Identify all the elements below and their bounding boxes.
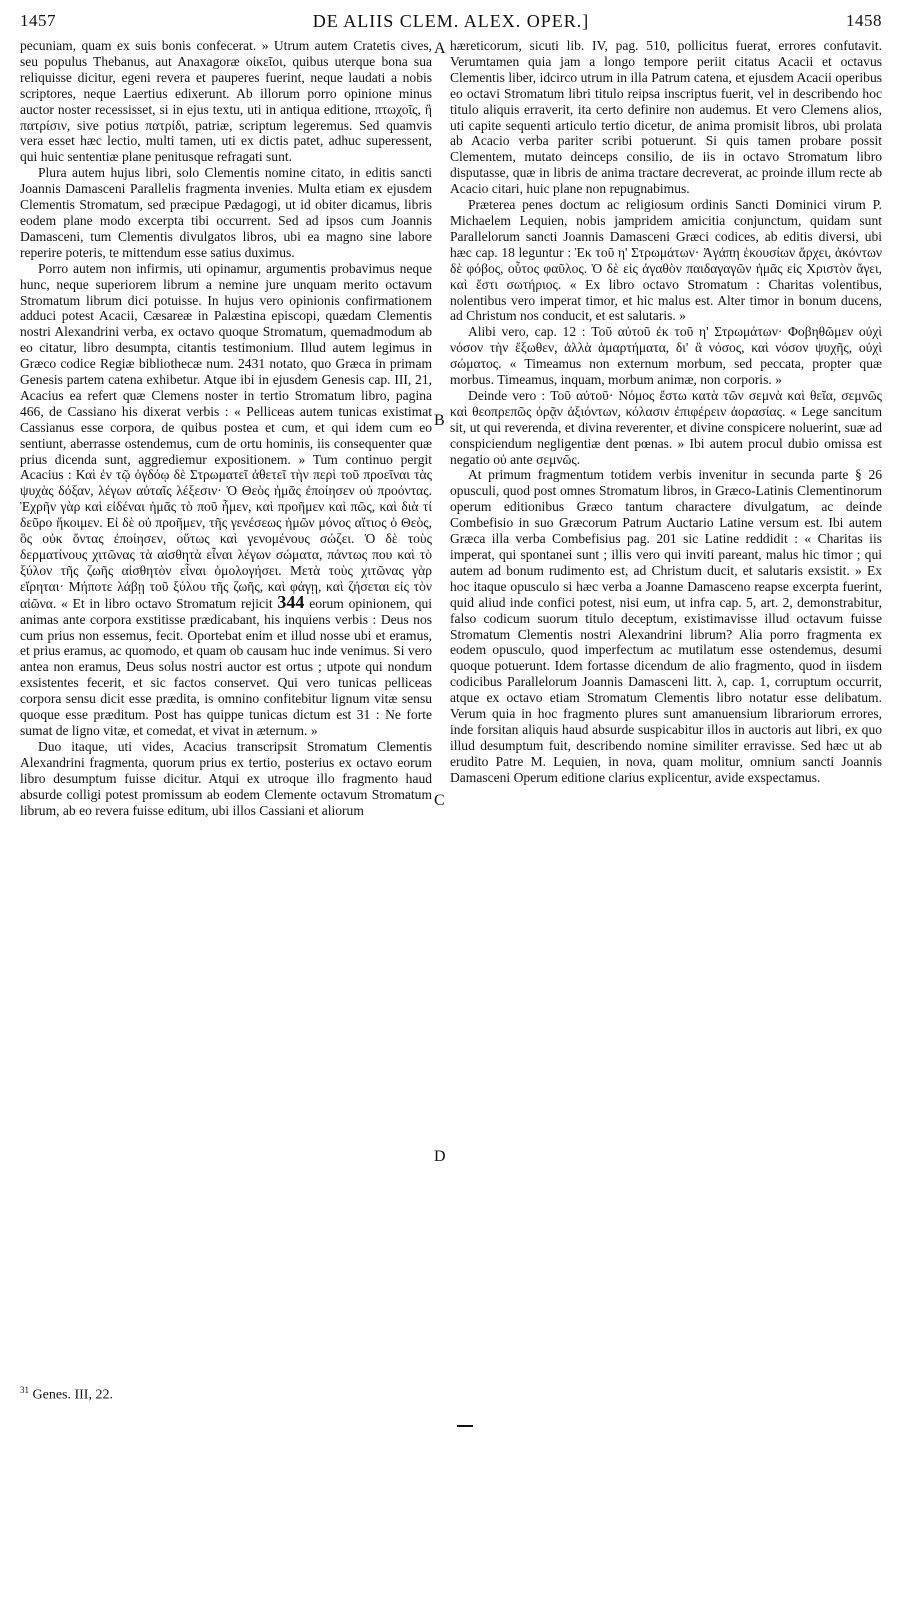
page-number-right: 1458 [846,11,882,30]
paragraph: Deinde vero : Τοῦ αὐτοῦ· Νόμος ἔστω κατὰ τῶν σεμνὰ καὶ θεῖα, σεμνῶς καὶ θεοπρεπῶς ὁρᾷν ἀξιόντων, κόλασιν ἐπιφέρειν ἀορασίας. « Lege sancitum sit, ut qui reverenda, et divina reverenter, et divine conspicere noluerint, suæ ad conspiciendum negligentiæ dent pœnas. » Ibi autem procul dubio omissa est negatio οὐ ante σεμνῶς. [450,387,882,467]
margin-letter-d: D [434,1148,446,1165]
paragraph: At primum fragmentum totidem verbis invenitur in secunda parte § 26 opusculi, quod post omnes Stromatum libros, in Græco-Latinis Clementinorum operum editionibus Græco tantum charactere divulgatum, ac deinde Combefisio in suo Græcorum Patrum Auctario Latine versum est. Ibi autem Græca illa verba Combefisius pag. 201 sic Latine reddidit : « Charitas iis imperat, qui spontanei sunt ; illis vero qui inviti pareant, malus hic timor ; qui autem ad bonum rudimento est, ad Christum ducit, et salutaris exsistit. » Ex hoc itaque opusculo si hæc verba a Joanne Damasceno reapse excerpta fuerint, quid aliud inde confici potest, nisi eum, ut infra cap. 5, art. 2, demonstrabitur, falso codicum suorum titulo deceptum, existimavisse illud octavum fuisse Stromatum Clementis nostri Alexandrini librum? Alia porro fragmenta ex eodem opusculo, quod imperfectum ac mutilatum esse ostendemus, desumi quoque potuerunt. Idem fortasse dicendum de alio fragmento, quod in iisdem codicibus Parallelorum Joannis Damasceni litt. λ, cap. 1, corruptum occurrit, atque ex octavo etiam Stromatum Clementis libro notatur esse delibatum. Verum quia in hoc fragmento plures sunt amanuensium librariorum errores, inde forsitan aliquis haud absurde suspicabitur illos in auctoris aut libri, ex quo illud desumptum fuit, describendo nomine similiter erravisse. Sed hæc ut ab erudito Patre M. Lequien, in nova, quam molitur, omnium sancti Joannis Damasceni Operum editione clarius explicentur, avide exspectamus. [450,467,882,785]
running-title: DE ALIIS CLEM. ALEX. OPER.] [312,10,590,31]
margin-letter-b: B [434,412,445,429]
running-header [20,8,882,34]
footnote-text: Genes. III, 22. [32,1387,113,1403]
footnote-number: 31 [20,1385,29,1395]
margin-letter-c: C [434,792,445,809]
left-column [20,38,432,1378]
paragraph: Alibi vero, cap. 12 : Τοῦ αὐτοῦ ἐκ τοῦ η' Στρωμάτων· Φοβηθῶμεν οὐχὶ νόσον τὴν ἔξωθεν, ἀλλὰ ἁμαρτήματα, δι' ἃ νόσος, καὶ νόσον ψυχῆς, οὐχὶ σώματος. « Timeamus non externum morbum, sed peccata, propter quæ morbus. Timeamus, inquam, morbum animæ, non corporis. » [450,324,882,388]
footnote [20,1385,432,1404]
right-column [450,38,882,1378]
paragraph: Porro autem non infirmis, uti opinamur, argumentis probavimus neque hunc, neque superiorem librum a nemine jure unquam merito octavum Stromatum librum dici potuisse. In hujus vero opinionis confirmationem adduci potest Acacii, Cæsareæ in Palæstina episcopi, quædam Clementis nostri Alexandrini verba, ex octavo quoque Stromatum, quemadmodum ab eo citatur, libro desumpta, citantis testimonium. Illud autem legimus in Græco codice Regiæ bibliothecæ num. 2431 notato, quo Græca in primam Genesis partem catena exhibetur. Atque ibi in ejusdem Genesis cap. III, 21, Acacius ea refert quæ Clemens noster in tertio Stromatum libro, pagina 466, de Cassiano his dixerat verbis : « Pelliceas autem tunicas existimat Cassianus esse corpora, de quibus postea et cum, et qui idem cum eo sentiunt, aberrasse ostendemus, cum de ortu hominis, iis consequenter quæ prius dicenda sunt, aggrediemur expositionem. » Tum continuo pergit Acacius : Καὶ ἐν τῷ ὀγδόῳ δὲ Στρωματεῖ ἀθετεῖ τὴν περὶ τοῦ προεῖναι τὰς ψυχὰς δόξαν, λέγων αὐταῖς λέξεσιν· Ὁ Θεὸς ἡμᾶς ἐποίησεν οὐ προόντας. Ἐχρῆν γὰρ καὶ εἰδέναι ἡμᾶς τὸ ποῦ ἦμεν, καὶ προῆμεν καὶ πῶς, καὶ διὰ τί δεῦρο ἥκοιμεν. Εἰ δὲ οὐ προῆμεν, τῆς γενέσεως ἡμῶν μόνος αἴτιος ὁ Θεὸς, ὃς οὐκ ὄντας ἐποίησεν, οὕτως καὶ γενομένους σώζει. Ὁ δὲ τοὺς δερματίνους χιτῶνας τὰ αἰσθητὰ εἶναι λέγων σώματα, πάντως που καὶ τὸ ξύλον τῆς ζωῆς αἰσθητὸν εἶναι ὁμολογήσει. Μετὰ τοὺς χιτῶνας γὰρ εἴρηται· Μήποτε λάβῃ τοῦ ξύλου τῆς ζωῆς, καὶ φάγῃ, καὶ ζήσεται εἰς τὸν αἰῶνα. « Et in libro octavo Stromatum rejicit 344 eorum opinionem, qui animas ante corpora exstitisse prædicabant, his inquiens verbis : Deus nos cum prius non essemus, fecit. Oportebat enim et illud nosse ubi et eramus, et prius eramus, ac quomodo, et quam ob causam huc inde venimus. Si vero antea non eramus, Deus solus nostri auctor est ortus ; utpote qui nondum exsistentes fecerit, et sic factos conservet. Qui vero tunicas pelliceas corpora sensu dicit esse prædita, is omnino confitebitur lignum vitæ sensu quoque esse præditum. Post has quippe tunicas dictum est 31 : Ne forte sumat de ligno vitæ, et comedat, et vivat in æternum. » [20,260,432,738]
paragraph: pecuniam, quam ex suis bonis confecerat. » Utrum autem Cratetis cives, seu populus Thebanus, aut Anaxagoræ οἰκεῖοι, quibus uterque bona sua reliquisse dicitur, egeni revera et pauperes fuerint, neque laudati a nobis scriptores, neque Laertius edixerunt. Ab illorum porro opinione minus auctor noster recessisset, si in ejus textu, uti in antiqua editione, πτωχοῖς, ἢ πατρίσιν, sive potius πατρίδι, patriæ, scriptum legeremus. Sed quamvis vera esset hæc lectio, multi tamen, uti ex dictis patet, adhuc superessent, qui huic sententiæ plane penitusque refragati sunt. [20,38,432,165]
end-rule [457,1425,473,1427]
page-marker: 344 [277,591,305,612]
page-number-left: 1457 [20,11,56,30]
margin-letter-a: A [434,40,446,57]
paragraph: Plura autem hujus libri, solo Clementis nomine citato, in editis sancti Joannis Damasceni Parallelis fragmenta invenies. Multa etiam ex ejusdem Clementis Stromatum, sed præcipue Pædagogi, ut id obiter dicamus, libris eodem plane modo excerpta tibi occurrent. Sed ad ipsos cum Joannis Damasceni, tum Clementis divulgatos libros, ubi ea magno sine labore reperire poteris, te mittendum esse satius duximus. [20,165,432,260]
paragraph: Præterea penes doctum ac religiosum ordinis Sancti Dominici virum P. Michaelem Lequien, nobis jampridem amicitia conjunctum, quidam sunt Parallelorum sancti Joannis Damasceni Græci codices, ab editis diversi, ubi hæc cap. 18 leguntur : Ἐκ τοῦ η' Στρωμάτων· Ἀγάπη ἑκουσίων ἄρχει, ἀκόντων δὲ φόβος, οὗτος φαῦλος. Ὁ δὲ εἰς ἀγαθὸν παιδαγαγῶν ἡμᾶς εἰς Χριστὸν ἄγει, καὶ ἔστι σωτήριος. « Ex libro octavo Stromatum : Charitas volentibus, nolentibus vero imperat timor, et hic malus est. Alter timor in bonum ducens, ad Christum nos conducit, et est salutaris. » [450,197,882,324]
paragraph: hæreticorum, sicuti lib. IV, pag. 510, pollicitus fuerat, errores confutavit. Verumtamen quia jam a longo tempore periit citatus Acacii et octavus Clementis liber, idcirco utrum in illa Patrum catena, et ejusdem Acacii operibus eo octavi Stromatum libri titulo reipsa inscriptus fuerit, vel in describendo hoc titulo aliquis erraverit, ita certo definire non audemus. Et vero Clemens alios, uti capite sequenti articulo tertio dicetur, de anima promisit libros, ubi prolata ab Acacio verba pariter scribi potuerunt. Si quis tamen probare possit Clementem, mutato deinceps consilio, de iis in octavo Stromatum libro disputasse, quæ in libris de anima tractare decreverat, ac proinde illum recte ab Acacio citari, huic plane non repugnabimus. [450,38,882,197]
paragraph: Duo itaque, uti vides, Acacius transcripsit Stromatum Clementis Alexandrini fragmenta, quorum prius ex tertio, posterius ex octavo eorum libro desumptum fuisse dicitur. Atqui ex utroque illo fragmento haud absurde colligi potest promissum ab eodem Clemente octavum Stromatum librum, ab eo revera fuisse editum, ubi illos Cassiani et aliorum [20,738,432,818]
